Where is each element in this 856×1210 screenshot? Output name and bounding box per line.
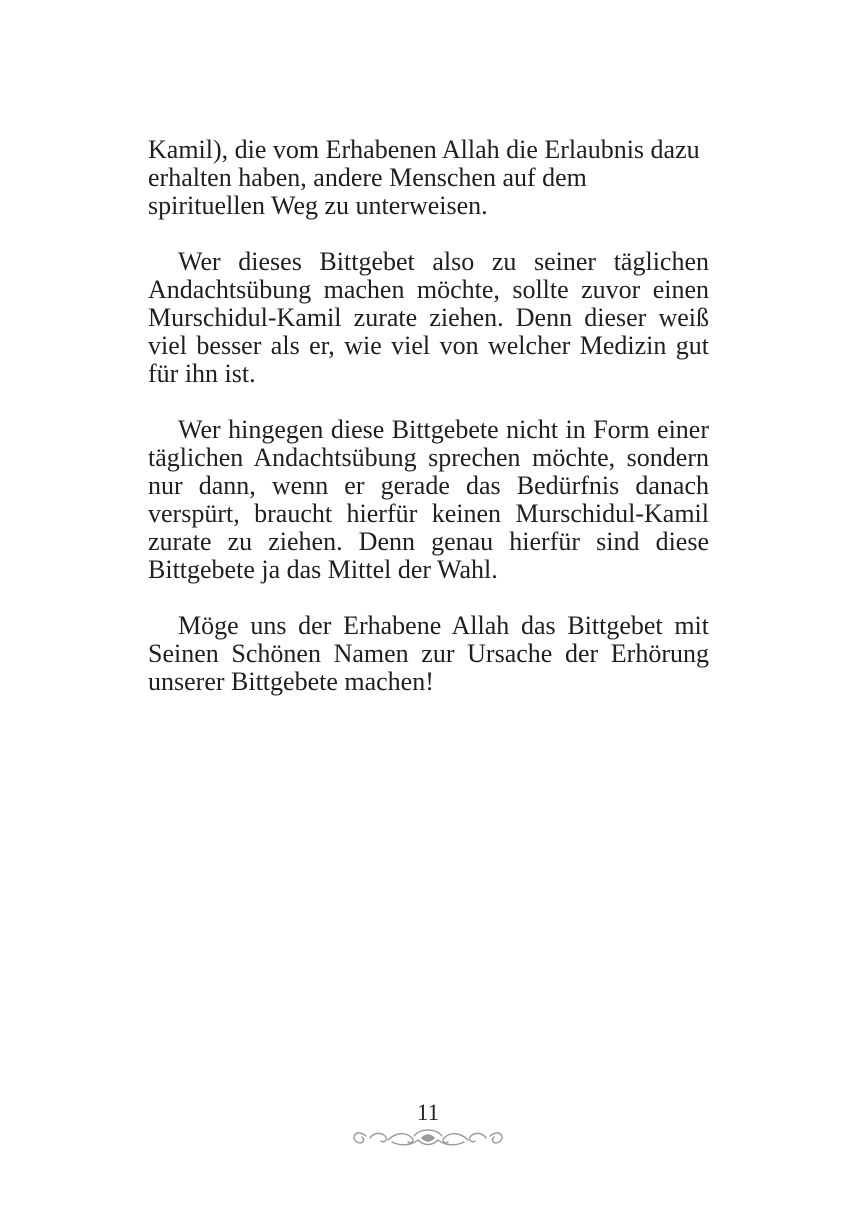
body-text <box>148 136 709 696</box>
paragraph-4: Möge uns der Erhabene Allah das Bittgebet mit Seinen Schönen Namen zur Ursache der Erhörung unserer Bittgebete machen! <box>148 611 709 696</box>
page-number: 11 <box>416 1100 440 1125</box>
paragraph-3: Wer hingegen diese Bittgebete nicht in Form einer täglichen Andachtsübung sprechen möchte, sondern nur dann, wenn er gerade das Bedürfnis danach verspürt, braucht hierfür keinen Murschidul-Kamil zurate zu ziehen. Denn genau hierfür sind diese Bittgebete ja das Mittel der Wahl. <box>148 415 709 584</box>
paragraph-1: Kamil), die vom Erhabenen Allah die Erlaubnis dazu erhalten haben, andere Menschen auf dem spirituellen Weg zu unterweisen. <box>148 135 700 220</box>
page-footer <box>340 1100 516 1160</box>
paragraph-2: Wer dieses Bittgebet also zu seiner täglichen Andachtsübung machen möchte, sollte zuvor einen Murschidul-Kamil zurate ziehen. Denn dieser weiß viel besser als er, wie viel von welcher Medizin gut für ihn ist. <box>148 247 709 388</box>
